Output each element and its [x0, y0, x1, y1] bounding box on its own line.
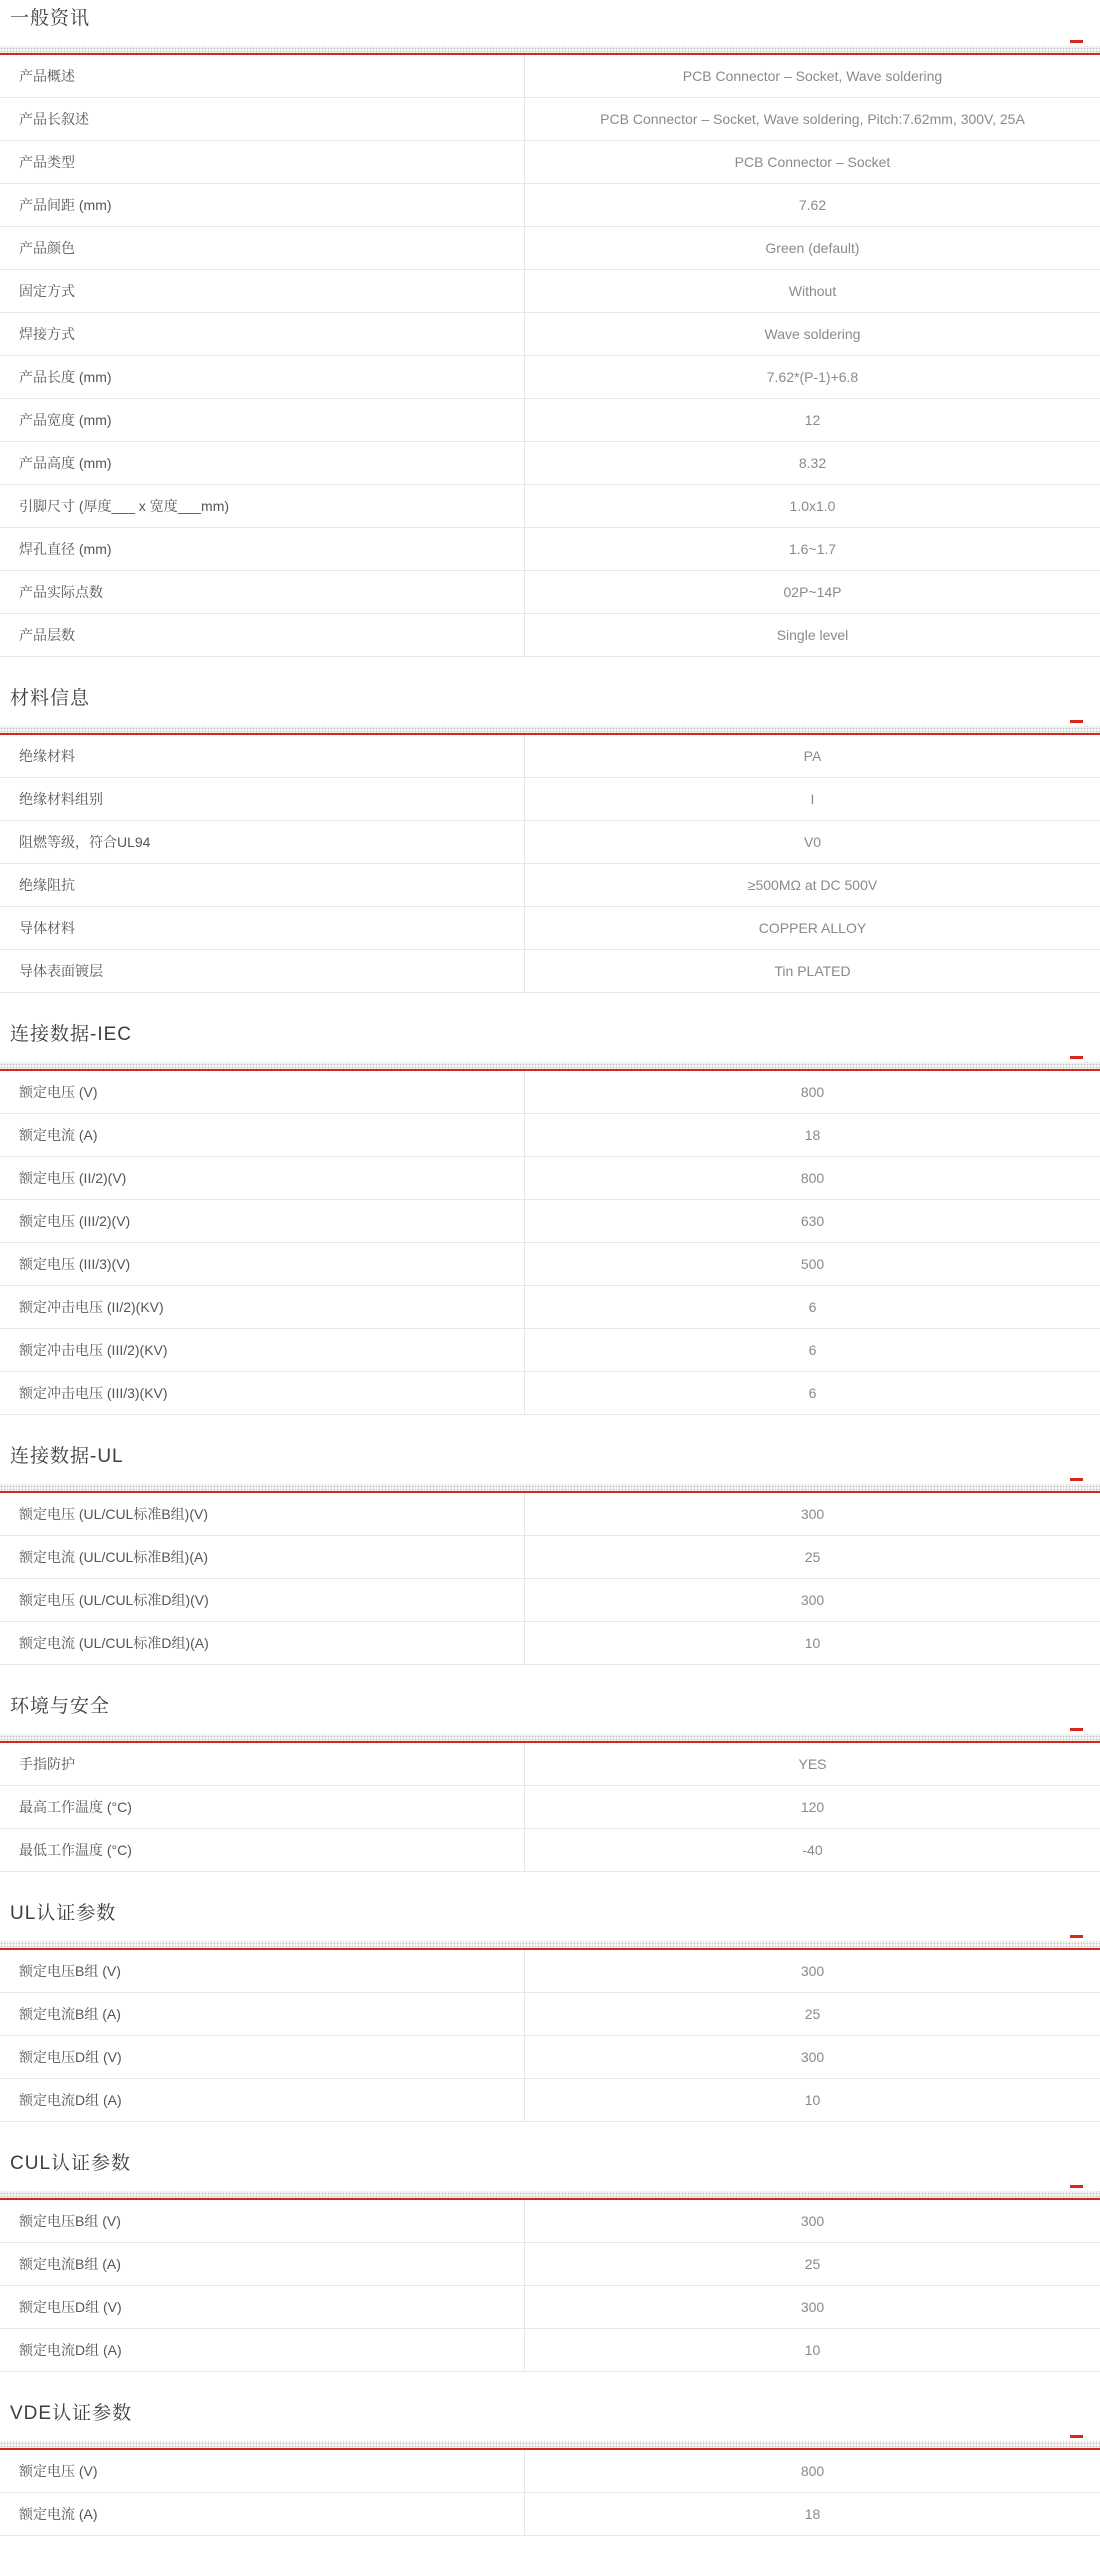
- spec-label: 产品颜色: [0, 227, 525, 269]
- section-title: 环境与安全: [10, 1696, 111, 1717]
- table-row: [0, 614, 1100, 657]
- spec-label: 最低工作温度 (°C): [0, 1829, 525, 1871]
- spec-label: 额定电压 (UL/CUL标准D组)(V): [0, 1579, 525, 1621]
- spec-label: 产品间距 (mm): [0, 184, 525, 226]
- spec-value: 02P~14P: [783, 584, 842, 600]
- spec-value: 500: [800, 1256, 825, 1272]
- spec-label: 产品类型: [0, 141, 525, 183]
- spec-value: COPPER ALLOY: [758, 920, 867, 936]
- spec-label: 固定方式: [0, 270, 525, 312]
- spec-value: 300: [800, 2049, 825, 2065]
- spec-label: 导体材料: [0, 907, 525, 949]
- section-header-rule: [0, 46, 1100, 55]
- spec-value: 12: [804, 412, 821, 428]
- spec-value: Wave soldering: [764, 326, 861, 342]
- spec-value: 300: [800, 2299, 825, 2315]
- spec-label: 最高工作温度 (°C): [0, 1786, 525, 1828]
- table-row: [0, 735, 1100, 778]
- spec-label: 额定电流 (A): [0, 1114, 525, 1156]
- section-title: 一般资讯: [10, 8, 91, 29]
- dotted-divider: [0, 46, 1100, 53]
- collapse-minus-icon[interactable]: [1070, 1056, 1083, 1059]
- table-row: [0, 778, 1100, 821]
- spec-value: 800: [800, 1084, 825, 1100]
- spec-label: 额定冲击电压 (III/2)(KV): [0, 1329, 525, 1371]
- spec-label: 额定电流B组 (A): [0, 1993, 525, 2035]
- spec-section: [0, 4, 1100, 657]
- spec-value: 25: [804, 1549, 821, 1565]
- dotted-divider: [0, 1941, 1100, 1948]
- table-row: [0, 1993, 1100, 2036]
- section-header-rule: [0, 1941, 1100, 1950]
- spec-label: 产品长度 (mm): [0, 356, 525, 398]
- spec-value: 18: [804, 1127, 821, 1143]
- spec-value: -40: [802, 1842, 823, 1858]
- table-row: [0, 1243, 1100, 1286]
- spec-label: 额定电流 (UL/CUL标准B组)(A): [0, 1536, 525, 1578]
- table-row: [0, 1114, 1100, 1157]
- red-divider: [0, 1741, 1100, 1743]
- collapse-minus-icon[interactable]: [1070, 1935, 1083, 1938]
- spec-label: 额定电压B组 (V): [0, 1950, 525, 1992]
- spec-label: 额定电压B组 (V): [0, 2200, 525, 2242]
- section-title: CUL认证参数: [10, 2153, 132, 2174]
- spec-value: 25: [804, 2256, 821, 2272]
- spec-value: Tin PLATED: [774, 963, 851, 979]
- spec-table: [0, 735, 1100, 993]
- table-row: [0, 1157, 1100, 1200]
- table-row: [0, 1286, 1100, 1329]
- spec-label: 引脚尺寸 (厚度___ x 宽度___mm): [0, 485, 525, 527]
- spec-table: [0, 1743, 1100, 1872]
- spec-table: [0, 2450, 1100, 2536]
- section-header: [0, 1899, 1100, 1950]
- spec-label: 额定电压 (III/2)(V): [0, 1200, 525, 1242]
- spec-value: 6: [808, 1299, 817, 1315]
- spec-label: 焊孔直径 (mm): [0, 528, 525, 570]
- table-row: [0, 98, 1100, 141]
- table-row: [0, 1372, 1100, 1415]
- spec-label: 额定电压D组 (V): [0, 2286, 525, 2328]
- red-divider: [0, 2198, 1100, 2200]
- spec-label: 手指防护: [0, 1743, 525, 1785]
- table-row: [0, 950, 1100, 993]
- spec-label: 额定电压 (V): [0, 2450, 525, 2492]
- spec-label: 额定电压 (III/3)(V): [0, 1243, 525, 1285]
- red-divider: [0, 1491, 1100, 1493]
- spec-label: 绝缘材料组别: [0, 778, 525, 820]
- dotted-divider: [0, 2441, 1100, 2448]
- red-divider: [0, 2448, 1100, 2450]
- section-title: 连接数据-IEC: [10, 1024, 133, 1045]
- spec-label: 产品实际点数: [0, 571, 525, 613]
- spec-value: Single level: [776, 627, 849, 643]
- spec-value: 25: [804, 2006, 821, 2022]
- spec-label: 产品高度 (mm): [0, 442, 525, 484]
- table-row: [0, 55, 1100, 98]
- dotted-divider: [0, 726, 1100, 733]
- table-row: [0, 1950, 1100, 1993]
- spec-value: 10: [804, 2092, 821, 2108]
- spec-value: 800: [800, 2463, 825, 2479]
- spec-label: 额定电流B组 (A): [0, 2243, 525, 2285]
- spec-section: [0, 1692, 1100, 1872]
- spec-table: [0, 1950, 1100, 2122]
- section-header-rule: [0, 1484, 1100, 1493]
- spec-section: [0, 1442, 1100, 1665]
- collapse-minus-icon[interactable]: [1070, 2185, 1083, 2188]
- spec-table: [0, 1071, 1100, 1415]
- spec-label: 产品概述: [0, 55, 525, 97]
- spec-section: [0, 1020, 1100, 1415]
- spec-value: 10: [804, 2342, 821, 2358]
- spec-label: 绝缘材料: [0, 735, 525, 777]
- spec-label: 产品层数: [0, 614, 525, 656]
- table-row: [0, 2493, 1100, 2536]
- section-header-rule: [0, 2191, 1100, 2200]
- table-row: [0, 1493, 1100, 1536]
- table-row: [0, 184, 1100, 227]
- table-row: [0, 313, 1100, 356]
- table-row: [0, 2450, 1100, 2493]
- table-row: [0, 1200, 1100, 1243]
- dotted-divider: [0, 1484, 1100, 1491]
- spec-value: 7.62*(P-1)+6.8: [766, 369, 859, 385]
- section-header: [0, 684, 1100, 735]
- spec-label: 绝缘阻抗: [0, 864, 525, 906]
- table-row: [0, 442, 1100, 485]
- collapse-minus-icon[interactable]: [1070, 2435, 1083, 2438]
- table-row: [0, 399, 1100, 442]
- table-row: [0, 1329, 1100, 1372]
- table-row: [0, 1786, 1100, 1829]
- spec-value: 7.62: [798, 197, 827, 213]
- spec-label: 阻燃等级，符合UL94: [0, 821, 525, 863]
- spec-section: [0, 2399, 1100, 2536]
- spec-label: 额定冲击电压 (III/3)(KV): [0, 1372, 525, 1414]
- spec-value: 10: [804, 1635, 821, 1651]
- table-row: [0, 1829, 1100, 1872]
- table-row: [0, 2329, 1100, 2372]
- table-row: [0, 1071, 1100, 1114]
- table-row: [0, 1579, 1100, 1622]
- table-row: [0, 571, 1100, 614]
- section-header-rule: [0, 726, 1100, 735]
- red-divider: [0, 733, 1100, 735]
- spec-value: 300: [800, 2213, 825, 2229]
- dotted-divider: [0, 2191, 1100, 2198]
- section-header: [0, 2149, 1100, 2200]
- red-divider: [0, 1069, 1100, 1071]
- section-header: [0, 1442, 1100, 1493]
- spec-value: I: [810, 791, 815, 807]
- table-row: [0, 270, 1100, 313]
- spec-label: 额定电流 (UL/CUL标准D组)(A): [0, 1622, 525, 1664]
- spec-section: [0, 1899, 1100, 2122]
- spec-table: [0, 55, 1100, 657]
- table-row: [0, 2079, 1100, 2122]
- red-divider: [0, 53, 1100, 55]
- collapse-minus-icon[interactable]: [1070, 1728, 1083, 1731]
- table-row: [0, 227, 1100, 270]
- spec-value: ≥500MΩ at DC 500V: [747, 877, 878, 893]
- spec-value: 300: [800, 1963, 825, 1979]
- spec-value: 630: [800, 1213, 825, 1229]
- table-row: [0, 485, 1100, 528]
- spec-value: PCB Connector – Socket, Wave soldering: [682, 68, 943, 84]
- spec-value: 800: [800, 1170, 825, 1186]
- spec-label: 额定电压 (UL/CUL标准B组)(V): [0, 1493, 525, 1535]
- table-row: [0, 356, 1100, 399]
- spec-value: 18: [804, 2506, 821, 2522]
- dotted-divider: [0, 1734, 1100, 1741]
- table-row: [0, 528, 1100, 571]
- dotted-divider: [0, 1062, 1100, 1069]
- spec-value: PA: [803, 748, 822, 764]
- table-row: [0, 864, 1100, 907]
- spec-label: 额定电流D组 (A): [0, 2079, 525, 2121]
- spec-value: 8.32: [798, 455, 827, 471]
- table-row: [0, 907, 1100, 950]
- spec-label: 额定电压D组 (V): [0, 2036, 525, 2078]
- table-row: [0, 821, 1100, 864]
- table-row: [0, 2286, 1100, 2329]
- spec-table: [0, 1493, 1100, 1665]
- section-title: 材料信息: [10, 688, 91, 709]
- spec-value: PCB Connector – Socket, Wave soldering, Pitch:7.62mm, 300V, 25A: [600, 111, 1025, 127]
- collapse-minus-icon[interactable]: [1070, 1478, 1083, 1481]
- spec-label: 额定冲击电压 (II/2)(KV): [0, 1286, 525, 1328]
- table-row: [0, 1743, 1100, 1786]
- spec-value: 300: [800, 1592, 825, 1608]
- section-header: [0, 4, 1100, 55]
- spec-value: PCB Connector – Socket: [734, 154, 891, 170]
- section-title: 连接数据-UL: [10, 1446, 124, 1467]
- section-header-rule: [0, 2441, 1100, 2450]
- section-title: UL认证参数: [10, 1903, 117, 1924]
- spec-value: YES: [798, 1756, 827, 1772]
- spec-label: 焊接方式: [0, 313, 525, 355]
- spec-label: 额定电压 (II/2)(V): [0, 1157, 525, 1199]
- spec-value: Green (default): [765, 240, 860, 256]
- spec-section: [0, 684, 1100, 993]
- section-header-rule: [0, 1734, 1100, 1743]
- spec-section: [0, 2149, 1100, 2372]
- section-header: [0, 2399, 1100, 2450]
- table-row: [0, 1536, 1100, 1579]
- spec-label: 额定电流 (A): [0, 2493, 525, 2535]
- table-row: [0, 2036, 1100, 2079]
- red-divider: [0, 1948, 1100, 1950]
- section-header: [0, 1020, 1100, 1071]
- collapse-minus-icon[interactable]: [1070, 40, 1083, 43]
- spec-label: 导体表面镀层: [0, 950, 525, 992]
- collapse-minus-icon[interactable]: [1070, 720, 1083, 723]
- spec-value: 1.0x1.0: [789, 498, 836, 514]
- spec-table: [0, 2200, 1100, 2372]
- spec-value: V0: [803, 834, 822, 850]
- spec-value: 1.6~1.7: [788, 541, 837, 557]
- spec-value: Without: [788, 283, 837, 299]
- section-header: [0, 1692, 1100, 1743]
- spec-label: 额定电流D组 (A): [0, 2329, 525, 2371]
- spec-value: 6: [808, 1342, 817, 1358]
- spec-value: 120: [800, 1799, 825, 1815]
- table-row: [0, 1622, 1100, 1665]
- spec-label: 额定电压 (V): [0, 1071, 525, 1113]
- spec-label: 产品长叙述: [0, 98, 525, 140]
- table-row: [0, 2243, 1100, 2286]
- spec-value: 300: [800, 1506, 825, 1522]
- table-row: [0, 2200, 1100, 2243]
- spec-value: 6: [808, 1385, 817, 1401]
- spec-label: 产品宽度 (mm): [0, 399, 525, 441]
- section-title: VDE认证参数: [10, 2403, 133, 2424]
- table-row: [0, 141, 1100, 184]
- section-header-rule: [0, 1062, 1100, 1071]
